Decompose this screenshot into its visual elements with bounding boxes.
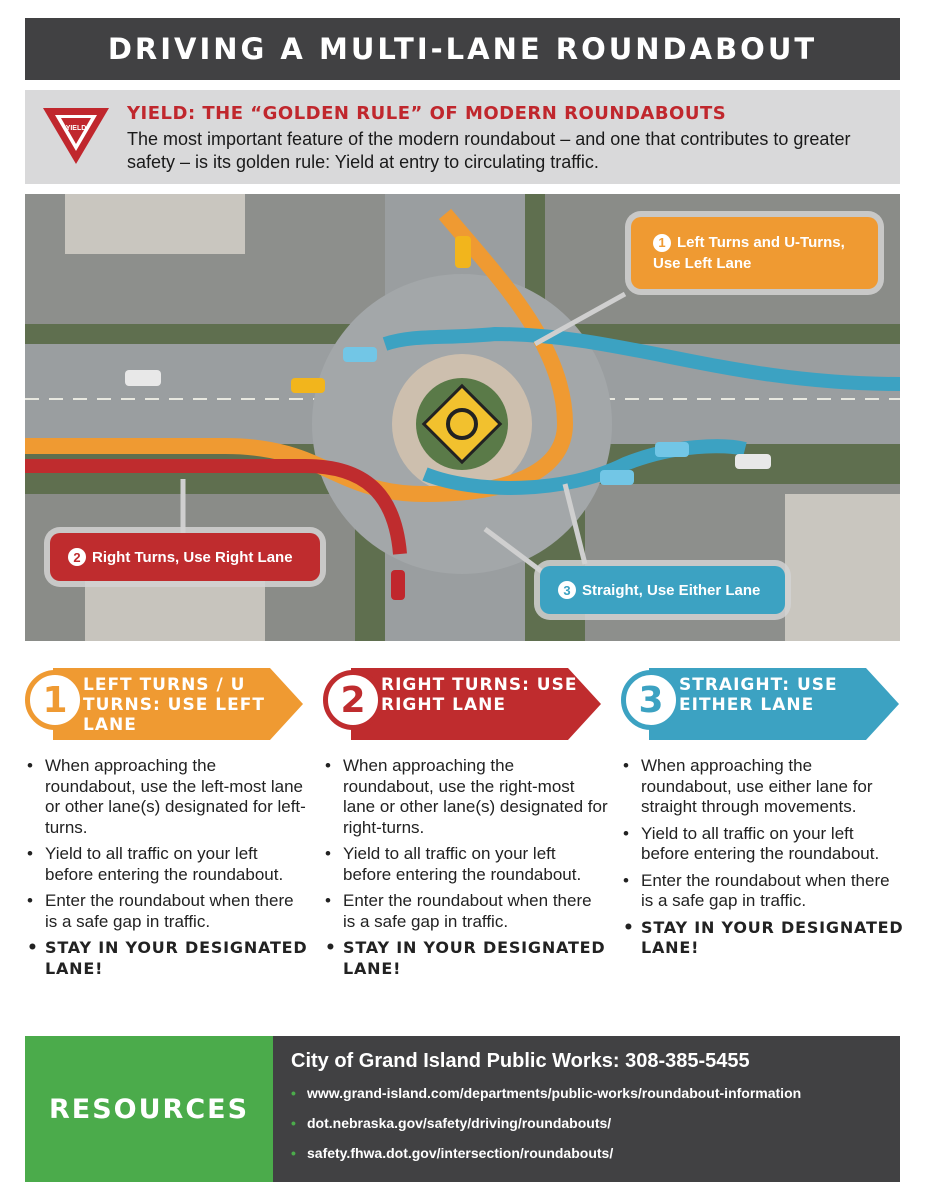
instruction-item: • Yield to all traffic on your left before entering the roundabout. [621,824,906,865]
step-title: STRAIGHT: USE EITHER LANE [679,675,838,715]
instructions-left-turns [25,756,310,985]
step-title: LEFT TURNS / U TURNS: USE LEFT LANE [83,675,265,735]
instruction-item: • Yield to all traffic on your left before entering the roundabout. [323,844,608,885]
instruction-item: • Enter the roundabout when there is a safe gap in traffic. [621,871,906,912]
instruction-emphasis: • STAY IN YOUR DESIGNATED LANE! [621,918,906,959]
yield-description: The most important feature of the modern roundabout – and one that contributes to greater safety – is its golden rule: Yield at entry to circulating traffic. [127,129,851,172]
resources-label: RESOURCES [48,1093,250,1125]
callout-number: 3 [558,581,576,599]
step-number: 2 [323,670,383,730]
callout-number: 1 [653,234,671,252]
callout-number: 2 [68,548,86,566]
roundabout-aerial-image [25,194,900,641]
resource-link[interactable]: • www.grand-island.com/departments/public-works/roundabout-information [291,1085,900,1101]
yield-sign-text: YIELD [65,125,87,132]
resources-footer [25,1036,900,1182]
callout-right-turns [50,533,320,581]
step-title: RIGHT TURNS: USE RIGHT LANE [381,675,578,715]
callout-straight [540,566,785,614]
title-bar [25,18,900,80]
instruction-item: • When approaching the roundabout, use the left-most lane or other lane(s) designated for left-turns. [25,756,310,838]
step-number: 3 [621,670,681,730]
resources-heading: City of Grand Island Public Works: 308-385-5455 [291,1050,750,1072]
instruction-item: • When approaching the roundabout, use the right-most lane or other lane(s) designated for right-turns. [323,756,608,838]
step-right-turns [323,666,603,742]
instruction-emphasis: • STAY IN YOUR DESIGNATED LANE! [25,938,310,979]
resource-link[interactable]: • safety.fhwa.dot.gov/intersection/roundabouts/ [291,1145,900,1161]
step-straight [621,666,901,742]
resource-link[interactable]: • dot.nebraska.gov/safety/driving/roundabouts/ [291,1115,900,1131]
instructions-right-turns [323,756,608,985]
instructions-straight [621,756,906,965]
callout-text: Left Turns and U-Turns, Use Left Lane [653,234,845,272]
callout-text: Right Turns, Use Right Lane [92,548,293,566]
callout-left-turns [631,217,878,289]
page-title: DRIVING A MULTI-LANE ROUNDABOUT [107,32,818,66]
instruction-item: • Enter the roundabout when there is a safe gap in traffic. [323,891,608,932]
resources-info [273,1036,900,1182]
step-left-turns [25,666,305,742]
instruction-item: • Yield to all traffic on your left before entering the roundabout. [25,844,310,885]
instruction-item: • Enter the roundabout when there is a safe gap in traffic. [25,891,310,932]
resources-label-box [25,1036,273,1182]
yield-rule-box [25,90,900,184]
step-number: 1 [25,670,85,730]
yield-sign-icon [41,106,111,166]
yield-heading: YIELD: THE “GOLDEN RULE” OF MODERN ROUNDABOUTS [127,103,727,124]
callout-text: Straight, Use Either Lane [582,581,761,599]
instruction-emphasis: • STAY IN YOUR DESIGNATED LANE! [323,938,608,979]
instruction-item: • When approaching the roundabout, use either lane for straight through movements. [621,756,906,818]
